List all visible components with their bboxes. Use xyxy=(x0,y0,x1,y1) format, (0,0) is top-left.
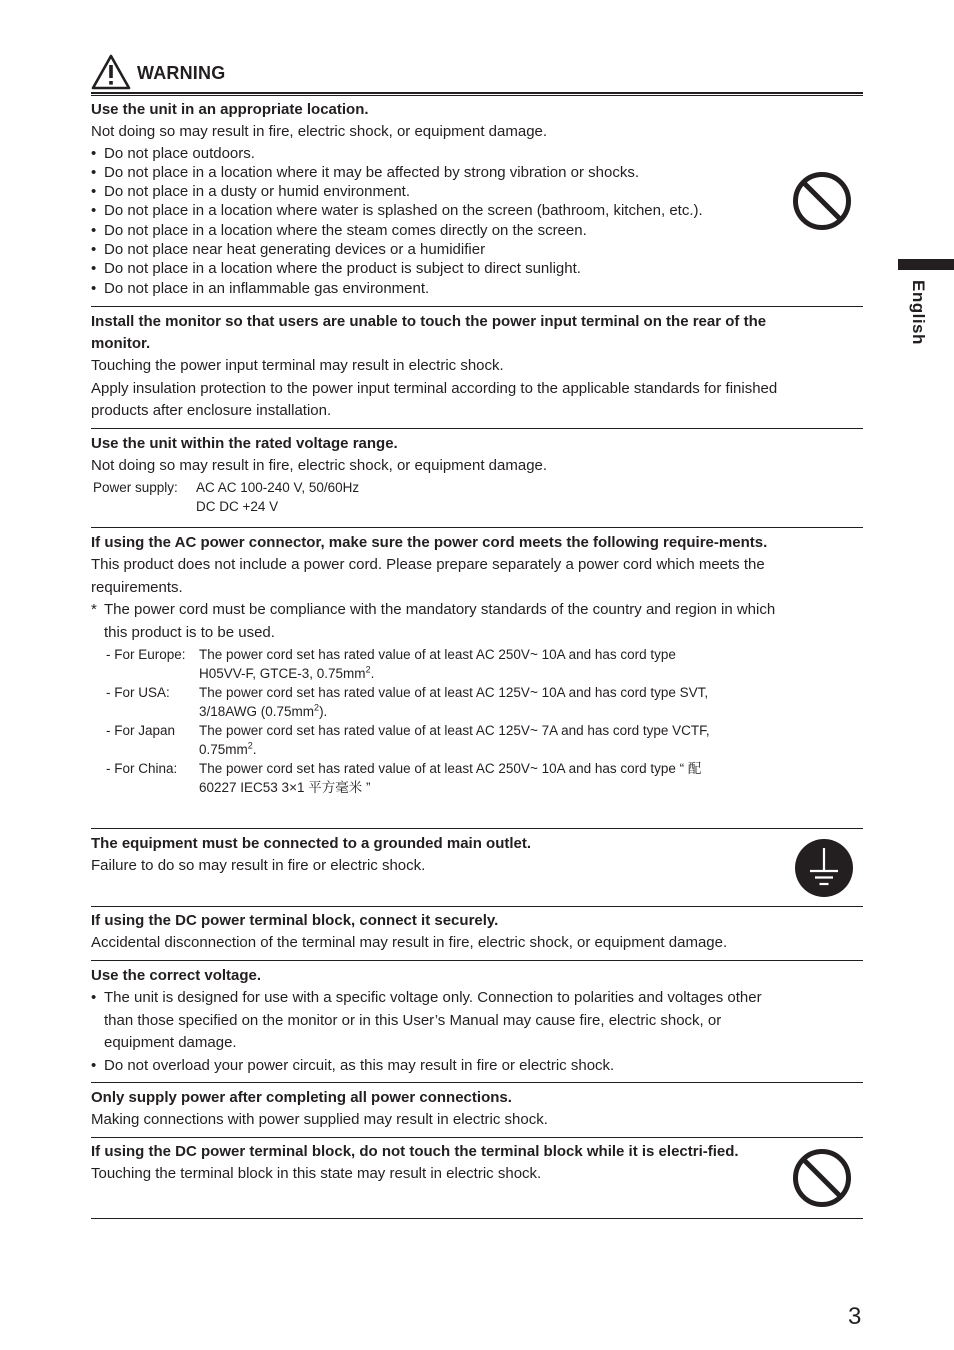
header-double-rule xyxy=(91,92,863,96)
power-supply-ac: AC AC 100-240 V, 50/60Hz xyxy=(196,479,360,495)
section-heading: Only supply power after completing all power connections. xyxy=(91,1089,512,1106)
cord-requirement-row xyxy=(106,645,771,683)
superscript: 2 xyxy=(365,664,371,675)
warning-title: WARNING xyxy=(137,63,226,83)
cord-line: The power cord set has rated value of at least AC 125V~ 7A and has cord type VCTF, xyxy=(199,722,710,738)
section-text: This product does not include a power cord. Please prepare separately a power cord which meets the requirements. xyxy=(91,556,765,596)
section-text: Touching the terminal block in this state may result in electric shock. xyxy=(91,1165,542,1182)
cord-requirement-row xyxy=(106,721,771,759)
section-power-input-terminal xyxy=(91,311,863,423)
cord-region: - For Europe: xyxy=(106,646,186,662)
section-heading: Use the correct voltage. xyxy=(91,967,262,984)
section-heading: If using the AC power connector, make sure the power cord meets the following require-ments. xyxy=(91,534,768,551)
language-tab-label: English xyxy=(909,280,928,345)
warning-header xyxy=(91,54,863,94)
cord-line: 60227 IEC53 3×1 平方毫米 ” xyxy=(199,779,371,795)
divider xyxy=(91,428,863,429)
cord-line: 3/18AWG (0.75mm xyxy=(199,703,315,719)
power-supply-label: Power supply: xyxy=(93,479,178,495)
language-tab-bar xyxy=(898,259,954,270)
list-item: • Do not place in a location where it may be affected by strong vibration or shocks. xyxy=(91,163,784,182)
section-text: Apply insulation protection to the power input terminal according to the applicable standards for finished products after enclosure installation. xyxy=(91,379,778,419)
cord-line: The power cord set has rated value of at least AC 250V~ 10A and has cord type xyxy=(199,646,676,662)
section-dc-terminal-secure xyxy=(91,910,863,955)
divider xyxy=(91,960,863,961)
section-text: Not doing so may result in fire, electric shock, or equipment damage. xyxy=(91,123,548,140)
section-rated-voltage xyxy=(91,433,863,516)
cord-requirement-row xyxy=(106,759,771,797)
divider xyxy=(91,306,863,307)
divider xyxy=(91,828,863,829)
list-item: • Do not place in a dusty or humid environment. xyxy=(91,182,784,201)
cord-line: The power cord set has rated value of at least AC 125V~ 10A and has cord type SVT, xyxy=(199,684,709,700)
list-item: • Do not place in a location where water is splashed on the screen (bathroom, kitchen, etc.). xyxy=(91,201,784,220)
cord-line: H05VV-F, GTCE-3, 0.75mm xyxy=(199,665,366,681)
cord-region: - For USA: xyxy=(106,684,170,700)
section-power-cord xyxy=(91,532,863,797)
divider xyxy=(91,527,863,528)
section-heading: Use the unit in an appropriate location. xyxy=(91,101,369,118)
cord-line: The power cord set has rated value of at least AC 250V~ 10A and has cord type “ 配 xyxy=(199,760,702,776)
section-correct-voltage xyxy=(91,965,863,1077)
cord-tail: . xyxy=(252,741,257,757)
cord-region: - For China: xyxy=(106,760,178,776)
section-text: Not doing so may result in fire, electric shock, or equipment damage. xyxy=(91,457,548,474)
section-text: Accidental disconnection of the terminal may result in fire, electric shock, or equipment damage. xyxy=(91,934,728,951)
list-item: • Do not place in a location where the product is subject to direct sunlight. xyxy=(91,259,784,278)
divider xyxy=(91,1218,863,1219)
section-text: Failure to do so may result in fire or electric shock. xyxy=(91,857,426,874)
section-appropriate-location xyxy=(91,99,863,298)
superscript: 2 xyxy=(314,702,320,713)
note-item: * The power cord must be compliance with the mandatory standards of the country and region in which this product is to be used. xyxy=(91,599,784,645)
list-item: • Do not place in a location where the steam comes directly on the screen. xyxy=(91,221,784,240)
section-dc-terminal-touch xyxy=(91,1141,863,1186)
list-item: • The unit is designed for use with a specific voltage only. Connection to polarities and voltages other than those specified on the monitor or in this User’s Manual may cause fire, electric shock, or equipment damage. xyxy=(91,987,784,1055)
prohibition-icon xyxy=(792,1148,852,1208)
cord-region: - For Japan xyxy=(106,722,176,738)
list-item: • Do not overload your power circuit, as this may result in fire or electric shock. xyxy=(91,1055,784,1078)
cord-line: 0.75mm xyxy=(199,741,248,757)
warning-triangle-icon xyxy=(91,54,131,90)
cord-tail: ). xyxy=(319,703,328,719)
page-number: 3 xyxy=(848,1303,862,1330)
section-heading: Install the monitor so that users are unable to touch the power input terminal on the rear of the monitor. xyxy=(91,313,767,352)
section-heading: If using the DC power terminal block, do not touch the terminal block while it is electri-fied. xyxy=(91,1143,739,1160)
list-item: • Do not place outdoors. xyxy=(91,144,784,163)
section-heading: Use the unit within the rated voltage range. xyxy=(91,435,398,452)
list-item: • Do not place in an inflammable gas environment. xyxy=(91,279,784,298)
list-item: • Do not place near heat generating devices or a humidifier xyxy=(91,240,784,259)
section-grounded-outlet xyxy=(91,833,863,878)
section-heading: If using the DC power terminal block, connect it securely. xyxy=(91,912,499,929)
superscript: 2 xyxy=(247,740,253,751)
cord-tail: . xyxy=(370,665,375,681)
section-heading: The equipment must be connected to a grounded main outlet. xyxy=(91,835,532,852)
section-text: Making connections with power supplied may result in electric shock. xyxy=(91,1111,548,1128)
ground-icon xyxy=(794,838,854,898)
divider xyxy=(91,1082,863,1083)
power-supply-dc: DC DC +24 V xyxy=(196,498,279,514)
power-supply-table xyxy=(91,478,863,516)
section-supply-power xyxy=(91,1087,863,1132)
prohibition-icon xyxy=(792,171,852,231)
divider xyxy=(91,1137,863,1138)
section-text: Touching the power input terminal may result in electric shock. xyxy=(91,357,504,374)
cord-requirement-row xyxy=(106,683,771,721)
divider xyxy=(91,906,863,907)
